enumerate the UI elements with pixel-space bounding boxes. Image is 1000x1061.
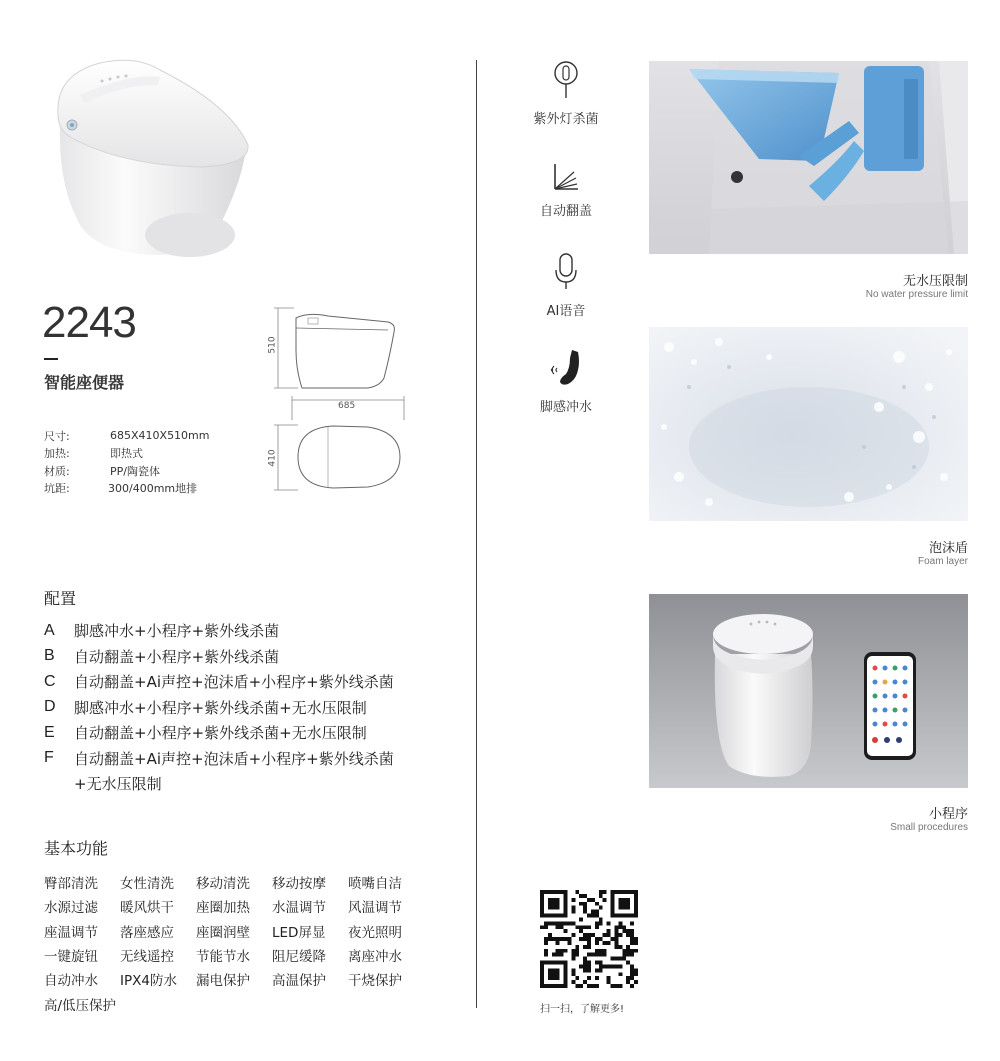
config-continuation: +无水压限制: [74, 775, 162, 793]
config-item: [44, 695, 394, 721]
auto-lid-icon: [552, 162, 580, 192]
config-item: [44, 669, 394, 695]
config-letter: D: [44, 698, 56, 716]
config-letter: F: [44, 749, 54, 767]
config-letter: E: [44, 723, 55, 741]
function-item: 暖风烘干: [120, 900, 174, 917]
spec-list: [44, 427, 210, 497]
height-dimension-label: 510: [267, 336, 278, 354]
product-title: 智能座便器: [44, 373, 125, 392]
config-heading: 配置: [44, 589, 77, 608]
qr-code[interactable]: [540, 890, 638, 988]
config-text: 自动翻盖+Ai声控+泡沫盾+小程序+紫外线杀菌: [74, 749, 394, 768]
config-text: 自动翻盖+Ai声控+泡沫盾+小程序+紫外线杀菌: [74, 673, 394, 692]
app-control-photo: [649, 594, 968, 788]
config-item: [44, 720, 394, 746]
function-item: 无线遥控: [120, 949, 174, 966]
function-item: 女性清洗: [120, 876, 174, 893]
function-item: 干烧保护: [348, 973, 402, 990]
function-item: 节能节水: [196, 949, 250, 966]
config-text: 脚感冲水+小程序+紫外线杀菌+无水压限制: [74, 698, 367, 717]
feature-label: 自动翻盖: [539, 204, 592, 219]
feature-foot-flush: [516, 348, 616, 415]
config-item: [44, 618, 394, 644]
function-row: [44, 870, 424, 894]
function-item: 夜光照明: [348, 924, 402, 941]
spec-value: 685X410X510mm: [110, 429, 210, 443]
function-item: 喷嘴自洁: [348, 876, 402, 893]
function-item: 座温调节: [44, 924, 98, 941]
config-list: [44, 618, 394, 796]
function-item: 座圈加热: [196, 900, 250, 917]
config-item: [44, 746, 394, 772]
spec-row: [44, 427, 210, 445]
basic-functions-grid: [44, 870, 424, 1016]
function-item: 落座感应: [120, 924, 174, 941]
spec-value: 即热式: [110, 447, 143, 461]
function-item: LED屏显: [272, 924, 326, 941]
width-dimension-label: 410: [267, 449, 278, 467]
microphone-icon: [554, 252, 578, 292]
config-letter: A: [44, 621, 55, 639]
photo-caption-cn: 无水压限制: [902, 274, 968, 289]
function-item: 漏电保护: [196, 973, 250, 990]
function-row: [44, 991, 424, 1015]
function-item: 一键旋钮: [44, 949, 98, 966]
spec-key: 坑距:: [44, 482, 70, 496]
spec-row: [44, 462, 210, 480]
function-item: 座圈润壁: [196, 924, 250, 941]
water-tank-photo: [649, 61, 968, 254]
feature-ai-voice: [516, 252, 616, 319]
photo-caption-cn: 泡沫盾: [928, 541, 968, 556]
basic-functions-heading: 基本功能: [44, 839, 109, 858]
photo-caption-en: No water pressure limit: [865, 289, 968, 300]
feature-label: AI语音: [546, 304, 586, 319]
function-item: 高/低压保护: [44, 997, 117, 1014]
foam-photo: [649, 327, 968, 521]
config-letter: B: [44, 647, 55, 665]
feature-auto-lid: [516, 162, 616, 219]
column-divider: [476, 60, 477, 1008]
function-item: 移动按摩: [272, 876, 326, 893]
config-item: [44, 644, 394, 670]
spec-key: 加热:: [44, 447, 70, 461]
function-row: [44, 943, 424, 967]
function-item: 风温调节: [348, 900, 402, 917]
product-hero-image: [40, 55, 255, 265]
dimension-drawing: [268, 300, 418, 500]
photo-caption-en: Small procedures: [890, 822, 968, 833]
spec-key: 材质:: [44, 464, 70, 478]
config-text: 自动翻盖+小程序+紫外线杀菌: [74, 647, 280, 666]
function-item: 自动冲水: [44, 973, 98, 990]
function-item: 水温调节: [272, 900, 326, 917]
function-item: 离座冲水: [348, 949, 402, 966]
feature-uv: [516, 60, 616, 127]
length-dimension-label: 685: [338, 401, 356, 411]
function-item: 水源过滤: [44, 900, 98, 917]
title-dash: [44, 358, 58, 360]
model-number: 2243: [42, 298, 136, 347]
spec-row: [44, 480, 210, 498]
spec-value: PP/陶瓷体: [110, 464, 160, 478]
foot-sensor-icon: [546, 348, 586, 388]
spec-value: 300/400mm地排: [108, 482, 198, 496]
spec-row: [44, 445, 210, 463]
function-item: 高温保护: [272, 973, 326, 990]
config-text: 脚感冲水+小程序+紫外线杀菌: [74, 622, 280, 641]
function-row: [44, 919, 424, 943]
function-item: 臀部清洗: [44, 876, 98, 893]
photo-caption-en: Foam layer: [917, 556, 968, 567]
function-item: IPX4防水: [120, 973, 177, 990]
config-letter: C: [44, 672, 56, 690]
qr-caption: 扫一扫，了解更多!: [540, 1004, 625, 1015]
function-row: [44, 894, 424, 918]
spec-key: 尺寸:: [44, 429, 70, 443]
feature-label: 脚感冲水: [539, 400, 592, 415]
photo-caption-cn: 小程序: [928, 807, 968, 822]
function-item: 移动清洗: [196, 876, 250, 893]
function-row: [44, 967, 424, 991]
function-item: 阻尼缓降: [272, 949, 326, 966]
uv-lamp-icon: [553, 60, 579, 100]
feature-label: 紫外灯杀菌: [533, 112, 599, 127]
config-text: 自动翻盖+小程序+紫外线杀菌+无水压限制: [74, 724, 367, 743]
